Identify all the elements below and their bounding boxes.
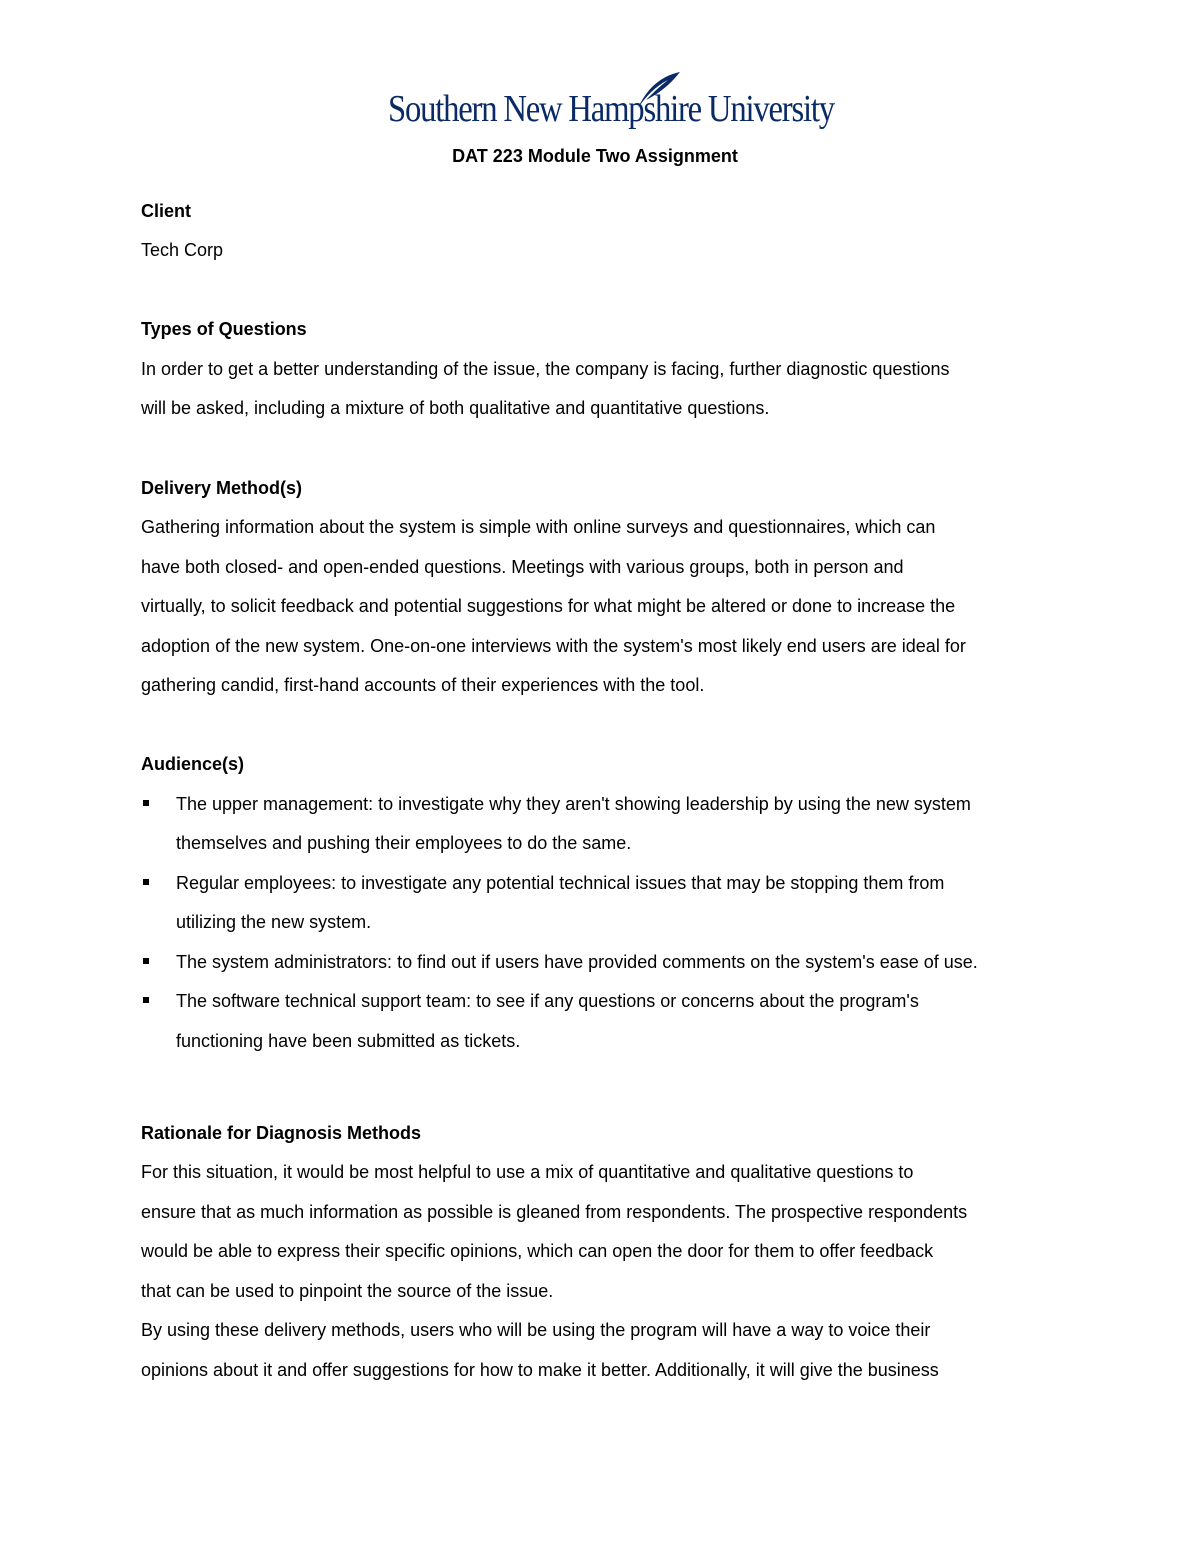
paragraph-line: ensure that as much information as possible is gleaned from respondents. The prospective respondents [141,1202,968,1222]
paragraph-line: In order to get a better understanding of the issue, the company is facing, further diagnostic questions [141,359,950,379]
bullet-line: themselves and pushing their employees to do the same. [176,833,632,853]
bullet-line: The software technical support team: to see if any questions or concerns about the program's [176,991,919,1011]
paragraph-line: adoption of the new system. One-on-one interviews with the system's most likely end users are ideal for [141,636,966,656]
paragraph-line: virtually, to solicit feedback and potential suggestions for what might be altered or done to increase the [141,596,956,616]
paragraph-line: gathering candid, first-hand accounts of their experiences with the tool. [141,675,705,695]
paragraph-line: will be asked, including a mixture of both qualitative and quantitative questions. [141,398,770,418]
bullet-line: utilizing the new system. [176,912,372,932]
paragraph-line: Gathering information about the system is simple with online surveys and questionnaires, which can [141,517,936,537]
paragraph-line: would be able to express their specific opinions, which can open the door for them to offer feedback [141,1241,934,1261]
document-title: DAT 223 Module Two Assignment [452,146,738,166]
bullet-marker [143,879,149,885]
paragraph-line: opinions about it and offer suggestions for how to make it better. Additionally, it will give the business [141,1360,939,1380]
section-heading-types-of-questions: Types of Questions [141,319,307,339]
bullet-marker [143,997,149,1003]
paragraph-line: that can be used to pinpoint the source of the issue. [141,1281,554,1301]
section-heading-rationale: Rationale for Diagnosis Methods [141,1123,422,1143]
bullet-line: The system administrators: to find out if users have provided comments on the system's ease of use. [176,952,978,972]
bullet-line: functioning have been submitted as tickets. [176,1031,521,1051]
paragraph-line: For this situation, it would be most helpful to use a mix of quantitative and qualitative questions to [141,1162,914,1182]
client-text: Tech Corp [141,240,224,260]
logo-wordmark: Southern New Hampshire University [388,88,834,130]
paragraph-line: By using these delivery methods, users who will be using the program will have a way to voice their [141,1320,931,1340]
bullet-marker [143,800,149,806]
university-logo [388,70,834,136]
bullet-marker [143,958,149,964]
paragraph-line: have both closed- and open-ended questions. Meetings with various groups, both in person and [141,557,904,577]
bullet-line: Regular employees: to investigate any potential technical issues that may be stopping them from [176,873,945,893]
bullet-line: The upper management: to investigate why they aren't showing leadership by using the new system [176,794,971,814]
section-heading-audiences: Audience(s) [141,754,245,774]
section-heading-delivery-methods: Delivery Method(s) [141,478,303,498]
section-heading-client: Client [141,201,192,221]
